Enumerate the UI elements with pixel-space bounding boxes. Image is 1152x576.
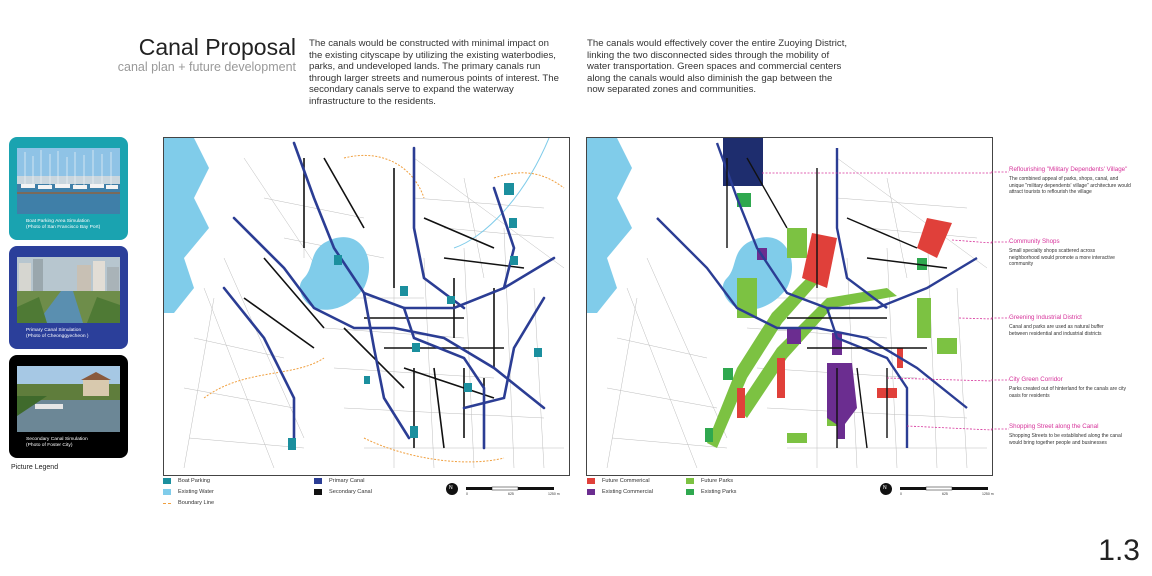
legend-secondary-canal: Secondary Canal — [314, 489, 372, 495]
legend-swatch — [163, 503, 171, 504]
photo-boat-parking — [17, 148, 120, 214]
photo-card-boat-parking — [9, 137, 128, 240]
photo-secondary-canal — [17, 366, 120, 432]
legend-swatch — [587, 489, 595, 495]
annotation-shopping-street: Shopping Street along the Canal Shopping Streets to be established along the canal would bring together people and businesses — [1009, 423, 1122, 446]
photo-card-primary-canal — [9, 246, 128, 349]
scale-label-zero: 0 — [466, 492, 468, 496]
legend-swatch — [686, 489, 694, 495]
legend-swatch — [163, 478, 171, 484]
legend-swatch — [314, 478, 322, 484]
legend-swatch — [587, 478, 595, 484]
photo-caption-primary-canal: Primary Canal Simulation (Photo of Cheonggyecheon ) — [26, 328, 89, 339]
legend-existing-water: Existing Water — [163, 489, 214, 495]
legend-future-parks: Future Parks — [686, 478, 733, 484]
annotation-city-green-corridor: City Green Corridor Parks created out of hinterland for the canals are city oasis for residents — [1009, 376, 1127, 399]
canal-plan-map — [163, 137, 570, 476]
street-grid — [184, 158, 564, 468]
photo-caption-boat-parking: Boat Parking Area Simulation (Photo of San Francisco Bay Port) — [26, 219, 101, 230]
legend-boundary-line: Boundary Line — [163, 500, 214, 506]
scale-label-max: 1250 m — [548, 492, 560, 496]
annotation-community-shops: Community Shops Small specialty shops scattered across neighborhood would promote a more interactive community — [1009, 238, 1115, 268]
north-label: N — [449, 485, 453, 491]
photo-primary-canal — [17, 257, 120, 323]
scale-label-zero: 0 — [900, 492, 902, 496]
future-development-map — [586, 137, 993, 476]
scale-bar-left — [444, 483, 564, 503]
legend-boat-parking: Boat Parking — [163, 478, 210, 484]
legend-future-commercial: Future Commerical — [587, 478, 650, 484]
legend-swatch — [314, 489, 322, 495]
legend-primary-canal: Primary Canal — [314, 478, 364, 484]
page-title: Canal Proposal — [138, 34, 296, 60]
scale-label-max: 1250 m — [982, 492, 994, 496]
photo-card-secondary-canal — [9, 355, 128, 458]
legend-swatch — [163, 489, 171, 495]
intro-paragraph-1: The canals would be constructed with minimal impact on the existing cityscape by utilizing the existing waterbodies, parks, and undeveloped lands. The primary canals run through larger streets and numerous points of interest. The secondary canals serve to expand the waterway infrastructure to the residents. — [309, 38, 559, 107]
scale-bar-right — [878, 483, 998, 503]
scale-label-mid: 625 — [942, 492, 948, 496]
north-label: N — [883, 485, 887, 491]
scale-label-mid: 625 — [508, 492, 514, 496]
legend-existing-commercial: Existing Commercial — [587, 489, 653, 495]
photo-caption-secondary-canal: Secondary Canal Simulation (Photo of Foster City) — [26, 437, 88, 448]
picture-legend-label: Picture Legend — [11, 464, 59, 471]
legend-existing-parks: Existing Parks — [686, 489, 736, 495]
legend-swatch — [686, 478, 694, 484]
west-water-body — [164, 138, 209, 313]
page-subtitle: canal plan + future development — [117, 60, 296, 74]
annotation-greening-industrial: Greening Industrial District Canal and parks are used as natural buffer between residential and industrial districts — [1009, 314, 1104, 337]
intro-paragraph-2: The canals would effectively cover the entire Zuoying District, linking the two disconnected sides through the mobility of water transportation. Green spaces and commercial centers along the canals would also diminish the gap between the now separated zones and communities. — [587, 38, 848, 96]
annotation-leader-ends — [991, 165, 1011, 435]
annotation-military-village: Reflourishing "Military Dependents' Village" The combined appeal of parks, shops, canal, and unique "military dependents' village" architecture would attract tourists to reflourish the village — [1009, 166, 1131, 196]
page-number: 1.3 — [1098, 534, 1140, 567]
